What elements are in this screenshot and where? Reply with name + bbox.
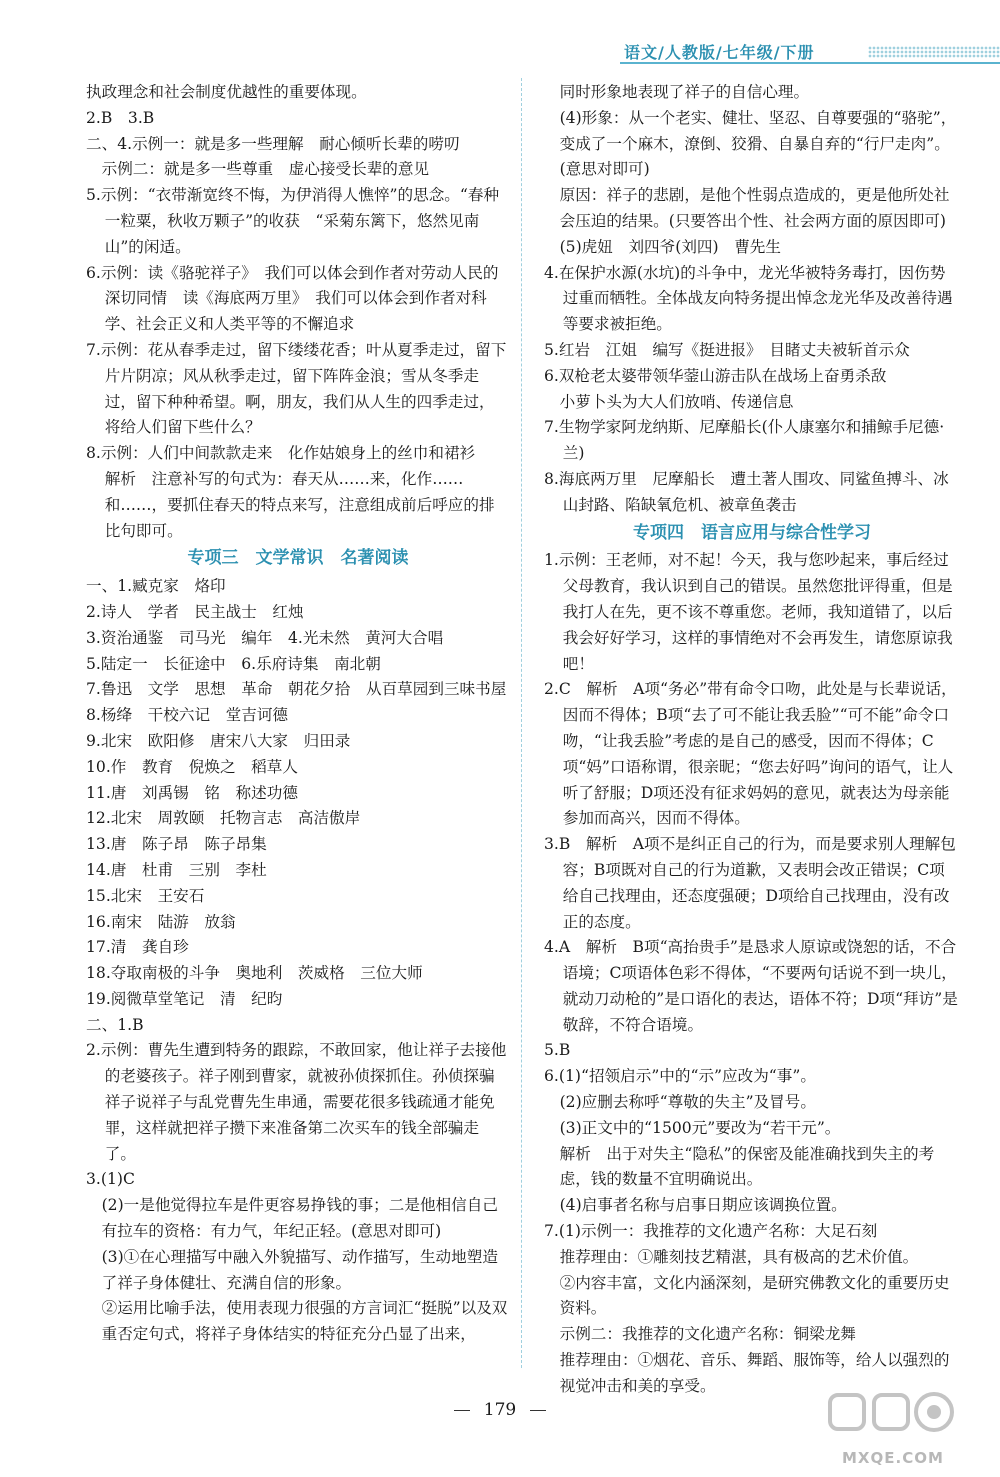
answer-line: 2.C 解析 A项“务必”带有命令口吻，此处是与长辈说话，因而不得体；B项“去了可不能让我丢脸”“可不能”命令口吻，“让我丢脸”考虑的是自己的感受，因而不得体；C项“妈”口语称谓，很亲昵；“您去好吗”询问的语气，让人听了舒服；D项还没有征求妈妈的意见，就表达为母亲能参加而高兴，因而不得体。 [544, 680, 957, 828]
answer-line: 18.夺取南极的斗争 奥地利 茨威格 三位大师 [86, 964, 423, 983]
answer-line: 4.在保护水源(水坑)的斗争中，龙光华被特务毒打，因伤势过重而牺牲。全体战友向特务提出悼念龙光华及改善待遇等要求被拒绝。 [544, 263, 953, 334]
header-dot-pattern [868, 46, 1000, 58]
answer-line: 示例二：我推荐的文化遗产名称：铜梁龙舞 [559, 1325, 856, 1344]
answer-line: 5.陆定一 长征途中 6.乐府诗集 南北朝 [86, 654, 381, 673]
answer-line: 3.资治通鉴 司马光 编年 4.光未然 黄河大合唱 [86, 628, 444, 647]
answer-line: 1.示例：王老师，对不起！今天，我与您吵起来，事后经过父母教育，我认识到自己的错误。虽然您批评得重，但是我打人在先，更不该不尊重您。老师，我知道错了，以后我会好好学习，这样的事情绝对不会再发生，请您原谅我吧！ [544, 551, 953, 673]
answer-line: 9.北宋 欧阳修 唐宋八大家 归田录 [86, 731, 351, 750]
answer-line: (2)应删去称呼“尊敬的失主”及冒号。 [559, 1093, 816, 1112]
answer-line: 13.唐 陈子昂 陈子昂集 [86, 835, 267, 854]
answer-line: ②内容丰富，文化内涵深刻，是研究佛教文化的重要历史资料。 [559, 1273, 950, 1318]
answer-line: 7.(1)示例一：我推荐的文化遗产名称：大足石刻 [544, 1222, 878, 1241]
left-column [86, 80, 510, 1348]
answer-line: (3)①在心理描写中融入外貌描写、动作描写，生动地塑造了祥子身体健壮、充满自信的形象。 [101, 1247, 498, 1292]
answer-line: 3.(1)C [86, 1170, 135, 1189]
answer-line: 19.阅微草堂笔记 清 纪昀 [86, 989, 283, 1008]
answer-line: 2.B 3.B [86, 108, 155, 127]
answer-line: 小萝卜头为大人们放哨、传递信息 [559, 392, 794, 411]
answer-line: 4.A 解析 B项“高抬贵手”是恳求人原谅或饶恕的话，不合语境；C项语体色彩不得体，“不要两句话说不到一块儿，就动刀动枪的”是口语化的表达，语体不符；D项“拜访”是敬辞，不符合语境。 [544, 938, 958, 1034]
answer-line: 示例二：就是多一些尊重 虚心接受长辈的意见 [101, 160, 430, 179]
running-header [620, 40, 1000, 66]
answer-line: 16.南宋 陆游 放翁 [86, 912, 236, 931]
answer-line: 8.杨绛 干校六记 堂吉诃德 [86, 706, 289, 725]
answer-line: 11.唐 刘禹锡 铭 称述功德 [86, 783, 298, 802]
answer-line: 8.海底两万里 尼摩船长 遭土著人围攻、同鲨鱼搏斗、冰山封路、陷缺氧危机、被章鱼袭击 [544, 469, 949, 514]
answer-line: 一、1.臧克家 烙印 [86, 577, 226, 596]
page-number-value: 179 [483, 1400, 517, 1420]
answer-line: 5.示例：“衣带渐宽终不悔，为伊消得人憔悴”的思念。“春种一粒粟，秋收万颗子”的收获 “采菊东篱下，悠然见南山”的闲适。 [86, 186, 500, 256]
answer-line: 2.示例：曹先生遭到特务的跟踪，不敢回家，他让祥子去接他的老婆孩子。祥子刚到曹家，就被孙侦探抓住。孙侦探骗祥子说祥子与乱党曹先生串通，需要花很多钱疏通才能免罪，这样就把祥子攒下来准备第二次买车的钱全部骗走了。 [86, 1041, 507, 1163]
answer-line: 17.清 龚自珍 [86, 938, 189, 957]
header-rule [620, 62, 1000, 64]
answer-line: 6.双枪老太婆带领华蓥山游击队在战场上奋勇杀敌 [544, 366, 887, 385]
answer-line: (5)虎妞 刘四爷(刘四) 曹先生 [559, 237, 781, 256]
answer-line: 2.诗人 学者 民主战士 红烛 [86, 602, 304, 621]
watermark-logo [822, 1389, 970, 1467]
header-title: 语文/人教版/七年级/下册 [624, 43, 815, 62]
right-column [544, 80, 960, 1400]
answer-line: 原因：祥子的悲剧，是他个性弱点造成的，更是他所处社会压迫的结果。(只要答出个性、社会两方面的原因即可) [559, 186, 950, 230]
answer-line: 6.(1)“招领启示”中的“示”应改为“事”。 [544, 1067, 816, 1086]
answer-line: 15.北宋 王安石 [86, 886, 205, 905]
answer-line: 12.北宋 周敦颐 托物言志 高洁傲岸 [86, 809, 361, 828]
answer-line: 7.鲁迅 文学 思想 革命 朝花夕拾 从百草园到三味书屋 [86, 680, 507, 699]
answer-line: 二、4.示例一：就是多一些理解 耐心倾听长辈的唠叨 [86, 134, 460, 153]
analysis-note: 解析 注意补写的句式为：春天从……来，化作……和……，要抓住春天的特点来写，注意组成前后呼应的排比句即可。 [104, 469, 495, 540]
answer-line: (4)启事者名称与启事日期应该调换位置。 [559, 1196, 847, 1215]
answer-line: 推荐理由：①烟花、音乐、舞蹈、服饰等，给人以强烈的视觉冲击和美的享受。 [559, 1351, 950, 1395]
section-heading: 专项四 语言应用与综合性学习 [633, 522, 871, 543]
answer-line: 二、1.B [86, 1015, 144, 1034]
answer-line: ②运用比喻手法，使用表现力很强的方言词汇“挺脱”以及双重否定句式，将祥子身体结实的特征充分凸显了出来， [101, 1299, 508, 1344]
section-heading: 专项三 文学常识 名著阅读 [187, 548, 409, 569]
answer-line: 6.示例：读《骆驼祥子》 我们可以体会到作者对劳动人民的深切同情 读《海底两万里》 我们可以体会到作者对科学、社会正义和人类平等的不懈追求 [86, 263, 499, 334]
answer-line: 同时形象地表现了祥子的自信心理。 [559, 83, 810, 101]
answer-line: 5.B [544, 1041, 571, 1060]
answer-line: 执政理念和社会制度优越性的重要体现。 [86, 83, 367, 101]
answer-line: (3)正文中的“1500元”要改为“若干元”。 [559, 1118, 841, 1137]
answer-line: 7.示例：花从春季走过，留下缕缕花香；叶从夏季走过，留下片片阴凉；风从秋季走过，留下阵阵金浪；雪从冬季走过，留下种种希望。啊，朋友，我们从人生的四季走过，将给人们留下些什么？ [86, 340, 507, 437]
analysis-note: 解析 出于对失主“隐私”的保密及能准确找到失主的考虑，钱的数量不宜明确说出。 [559, 1144, 935, 1189]
answer-line: (2)一是他觉得拉车是件更容易挣钱的事；二是他相信自己有拉车的资格：有力气，年纪正轻。(意思对即可) [101, 1196, 498, 1241]
answer-line: 推荐理由：①雕刻技艺精湛，具有极高的艺术价值。 [559, 1247, 919, 1266]
answer-line: 8.示例：人们中间款款走来 化作姑娘身上的丝巾和裙衫 [86, 444, 476, 463]
watermark-text: MXQE.COM [842, 1449, 944, 1467]
column-divider [521, 78, 522, 1368]
answer-line: (4)形象：从一个老实、健壮、坚忍、自尊要强的“骆驼”，变成了一个麻木，潦倒、狡猾、自暴自弃的“行尸走肉”。(意思对即可) [559, 108, 957, 179]
answer-line: 5.红岩 江姐 编写《挺进报》 目睹丈夫被斩首示众 [544, 340, 910, 359]
answer-line: 7.生物学家阿龙纳斯、尼摩船长(仆人康塞尔和捕鲸手尼德·兰) [544, 418, 945, 463]
answer-line: 3.B 解析 A项不是纠正自己的行为，而是要求别人理解包容；B项既对自己的行为道歉，又表明会改正错误；C项给自己找理由，还态度强硬；D项给自己找理由，没有改正的态度。 [544, 835, 956, 931]
answer-line: 10.作 教育 倪焕之 稻草人 [86, 757, 298, 776]
answer-line: 14.唐 杜甫 三别 李杜 [86, 860, 267, 879]
